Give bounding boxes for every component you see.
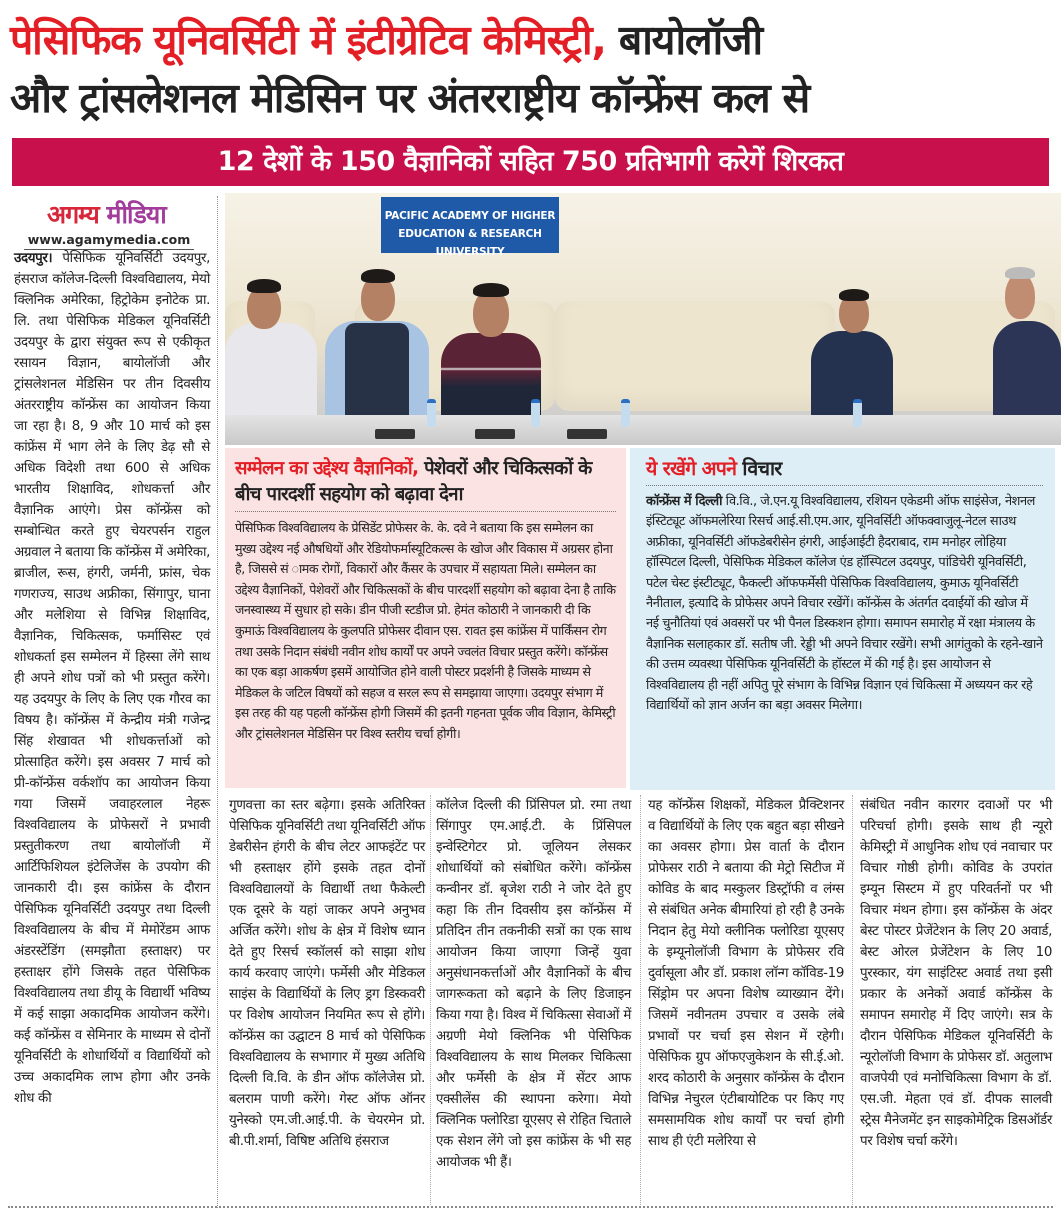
left-column-body: पेसिफिक यूनिवर्सिटी उदयपुर, हंसराज कॉलेज-दिल्ली विश्वविद्यालय, मेयो क्लिनिक अमेरिका, हिट्रोकेम इनोटेक प्रा. लि. तथा पेसिफिक मेडिकल यूनिवर्सिटी उदयपुर के द्वारा संयुक्त रूप से एकीकृत रसायन विज्ञान, बायोलॉजी और ट्रांसलेशनल मेडिसिन पर तीन दिवसीय अंतरराष्ट्रीय कॉन्फ्रेंस का आयोजन किया जा रहा है। 8, 9 और 10 मार्च को इस कांफ्रेंस में भाग लेने के लिए डेढ़ सौ से अधिक विदेशी तथा 600 से अधिक भारतीय शिक्षाविद, शोधकर्त्ता और वैज्ञानिक आएंगे। प्रेस कॉन्फ्रेंस को सम्बोन्धित करते हुए चेयरपर्सन राहुल अग्रवाल ने बताया कि कॉन्फ्रेंस में अमेरिका, ब्राजील, रूस, हंगरी, जर्मनी, फ्रांस, चेक गणराज्य, साउथ अफ्रीका, सिंगापुर, घाना और मलेशिया से विभिन्न शिक्षाविद, वैज्ञानिक, चिकित्सक, फर्मासिस्ट एवं शोधकर्ता इस सम्मेलन में हिस्सा लेंगे साथ ही अपने शोध पत्रों को भी प्रस्तुत करेंगे। यह उदयपुर के लिए के लिए एक गौरव का विषय है। कॉन्फ्रेंस में केन्द्रीय मंत्री गजेन्द्र सिंह शेखावत भी शोधकर्त्ताओं को प्रोत्साहित करेंगे। इस अवसर 7 मार्च को प्री-कॉन्फ्रेंस वर्कशॉप का आयोजन किया गया जिसमें जवाहरलाल नेहरू विश्वविद्यालय के प्रोफेसरों ने प्रभावी प्रस्तुतीकरण तथा बायोलॉजी में आर्टिफिशियल इंटेलिजेंस के उपयोग की जानकारी दी। इस कांफ्रेंस के दौरान पेसिफिक यूनिवर्सिटी उदयपुर तथा दिल्ली विश्वविद्यालय के बीच में मेमोरेंडम आफ अंडरस्टेंडिंग (समझौता हस्ताक्षर) पर हस्ताक्षर होंगे जिसके तहत पेसिफिक विश्वविद्यालय तथा डीयू के विद्यार्थी भविष्य में कई साझा अकादमिक आयोजन करेंगे। कई कॉन्फ्रेंस व सेमिनार के माध्यम से दोनों यूनिवर्सिटी के शोधार्थियों व विद्यार्थियों को उच्च अकादमिक लाभ होगा और उनके शोध की (14, 251, 211, 1106)
column-divider (640, 795, 641, 1205)
microphone (475, 429, 515, 439)
subheadline-banner: 12 देशों के 150 वैज्ञानिकों सहित 750 प्रतिभागी करेगें शिरकत (12, 138, 1049, 186)
water-bottle (621, 399, 630, 427)
objective-heading-dark: पेशेवरों और चिकित्सकों के बीच पारदर्शी सहयोग को बढ़ावा देना (235, 458, 592, 505)
press-conference-photo (225, 193, 1061, 445)
objective-box (225, 448, 626, 788)
speakers-box (630, 448, 1055, 790)
university-sign (381, 197, 559, 258)
sign-line-2: EDUCATION & RESEARCH UNIVERSITY (398, 228, 542, 258)
article-column-2: गुणवत्ता का स्तर बढ़ेगा। इसके अतिरिक्त पेसिफिक यूनिवर्सिटी तथा यूनिवर्सिटी ऑफ डेबरीसेन हंगरी के बीच लेटर आफइंटेंट पर भी हस्ताक्षर होंगे इसके तहत दोनों विश्वविद्यालयों के विद्यार्थी तथा फैकेल्टी एक दूसरे के यहां जाकर अपने अनुभव अर्जित करेंगे। शोध के क्षेत्र में विशेष ध्यान देते हुए रिसर्च स्कॉलर्स को साझा शोध कार्य करवाए जाएंगे। फर्मेसी और मेडिकल साइंस के विद्यार्थियों के लिए ड्रग डिस्कवरी पर विशेष आयोजन नियमित रूप से होंगे। कॉन्फ्रेंस का उद्घाटन 8 मार्च को पेसिफिक विश्वविद्यालय के सभागार में मुख्य अतिथि दिल्ली वि.वि. के डीन ऑफ कॉलेजेस प्रो. बलराम पाणी करेंगे। गेस्ट ऑफ ऑनर युनेस्को एम.जी.आई.पी. के चेयरमेन प्रो. बी.पी.शर्मा, विषिष्ट अतिथि हंसराज (229, 798, 425, 1149)
speakers-body: वि.वि., जे.एन.यू विश्वविद्यालय, रशियन एकेडमी ऑफ साइंसेज, नेशनल इंस्टिट्यूट ऑफमलेरिया रिसर्च आई.सी.एम.आर, यूनिवर्सिटी ऑफक्वाजुलू-नेटल साउथ अफ्रीका, यूनिवर्सिटी ऑफडेबरीसेन हंगरी, आईआईटी हैदराबाद, राम मनोहर लोहिया हॉस्पिटल दिल्ली, पेसिफिक मेडिकल कॉलेज एंड हॉस्पिटल उदयपुर, पांडिचेरी यूनिवर्सिटी, पटेल चेस्ट इंस्टीट्यूट, फैकल्टी ऑफफर्मेसी पेसिफिक विश्वविद्यालय, कुमाऊ यूनिवर्सिटी नैनीताल, इत्यादि के प्रोफेसर अपने विचार रखेंगें। कॉन्फ्रेंस के अंतर्गत दवाईयों की खोज में नई चुनौतियां एवं अवसरों पर भी पैनल डिस्कशन होगा। समापन समारोह में रक्षा मंत्रालय के वैज्ञानिक सलाहकार डॉ. सतीष जी. रेड्डी भी अपने विचार रखेंगे। सभी आगंतुको के रहने-खाने की उत्तम व्यवस्था पेसिफिक यूनिवर्सिटी के हॉस्टल में की गई है। इस आयोजन से विश्वविद्यालय ही नहीं अपितु पूरे संभाग के विभिन्न विज्ञान एवं चिकित्सा में अध्ययन कर रहे विद्यार्थियों को ज्ञान अर्जन का बड़ा अवसर मिलेगा। (646, 494, 1043, 714)
article-column-4: यह कॉन्फ्रेंस शिक्षकों, मेडिकल प्रैक्टिशनर व विद्यार्थियों के लिए एक बहुत बड़ा सीखने का अवसर होगा। प्रेस वार्ता के दौरान प्रोफेसर राठी ने बताया की मेट्रो सिटीज में कोविड के बाद मस्कुलर डिस्ट्रॉफी व लंग्स से संबंधित अनेक बीमारियां हो रही है उनके निदान हेतु मेयो क्लीनिक फ्लोरिडा यूएसए के इम्यूनोलॉजी विभाग के प्रोफेसर रवि दुर्वासूला और डॉ. प्रकाश लॉन्ग कॉविड-19 सिंड्रोम पर अपना विशेष व्याख्यान देंगे। जिसमें नवीनतम उपचार व उसके लंबे प्रभावों पर चर्चा इस सेशन में रहेगी।पेसिफिक ग्रुप ऑफएजुकेशन के सी.ई.ओ. शरद कोठारी के अनुसार कॉन्फ्रेंस के दौरान विभिन्न नेचुरल एंटीबायोटिक पर किए गए समसामयिक शोध कार्यों पर चर्चा होगी साथ ही एंटी मलेरिया से (648, 798, 844, 1149)
water-bottle (427, 399, 436, 427)
logo-part-2: मीडिया (98, 200, 166, 229)
left-column-text (14, 248, 210, 1109)
article-column-3: कॉलेज दिल्ली की प्रिंसिपल प्रो. रमा तथा सिंगापुर एम.आई.टी. के प्रिंसिपल इन्वेस्टिगेटर प्रो. जूलियन लेसकर शोधार्थियों को संबोधित करेंगे। कॉन्फ्रेंस कन्वीनर डॉ. बृजेश राठी ने जोर देते हुए कहा कि तीन दिवसीय इस कॉन्फ्रेंस में प्रतिदिन तीन तकनीकी सत्रों का एक साथ आयोजन किया जाएगा जिन्हें युवा अनुसंधानकर्त्ताओं और वैज्ञानिकों के बीच जागरूकता को बढ़ाने के लिए डिजाइन किया गया है। विश्व में चिकित्सा सेवाओं में अग्रणी मेयो क्लिनिक भी पेसिफिक विश्वविद्यालय के साथ मिलकर चिकित्सा और फर्मेसी के क्षेत्र में सेंटर आफ एक्सीलेंस की स्थापना करेगा। मेयो क्लिनिक फ्लोरिडा यूएसए से रोहित चिताले एक सेशन लेंगे जो इस कांफ्रेंस के भी सह आयोजक भी हैं। (436, 798, 631, 1170)
source-logo (47, 200, 166, 230)
objective-box-text: पेसिफिक विश्वविद्यालय के प्रेसिडेंट प्रोफेसर के. के. दवे ने बताया कि इस सम्मेलन का मुख्य उद्देश्य नई औषधियों और रेडियोफर्मास्यूटिकल्स के खोज और विकास में अग्रसर होना है, जिससे सं ामक रोगों, विकारों और कैंसर के उपचार में सहायता मिले। सम्मेलन का उद्देश्य वैज्ञानिकों, पेशेवरों और चिकित्सकों के बीच पारदर्शी सहयोग को बढ़ावा देना है ताकि जनस्वास्थ्य में सुधार हो सके। डीन पीजी स्टडीज प्रो. हेमंत कोठारी ने जानकारी दी कि कुमाऊं विश्वविद्यालय के कुलपति प्रोफेसर दीवान एस. रावत इस कांफ्रेंस में पार्किंसन रोग तथा उसके निदान संबंधी नवीन शोध कार्यों पर अपने ज्वलंत विचार प्रस्तुत करेंगे। कॉन्फ्रेंस का एक बड़ा आकर्षण इसमें आयोजित होने वाली पोस्टर प्रदर्शनी है जिसके माध्यम से मेडिकल के जटिल विषयों को सहज व सरल रूप से समझाया जाएगा। उदयपुर संभाग में इस तरह की यह पहली कॉन्फ्रेंस होगी जिसमें की इतनी गहनता पूर्वक जीव विज्ञान, केमिस्ट्री और ट्रांसलेशनल मेडिसिन पर विश्व स्तरीय चर्चा होगी। (235, 520, 616, 741)
microphone (375, 429, 415, 439)
microphone (567, 429, 607, 439)
dotted-rule (235, 511, 616, 512)
water-bottle (531, 399, 540, 427)
column-divider (430, 795, 431, 1205)
article-column-5: संबंधित नवीन कारगर दवाओं पर भी परिचर्चा होगी। इसके साथ ही न्यूरो केमिस्ट्री में आधुनिक शोध एवं नवाचार पर विचार गोष्ठी होगी। कोविड के उपरांत इम्यून सिस्टम में हुए परिवर्तनों पर भी विचार मंथन होगा। इस कॉन्फ्रेंस के अंदर बेस्ट पोस्टर प्रेजेंटेशन के लिए 20 अवार्ड, बेस्ट ओरल प्रेजेंटेशन के लिए 10 पुरस्कार, यंग साइंटिस्ट अवार्ड तथा इसी प्रकार के अनेकों अवार्ड कॉन्फ्रेंस के समापन समारोह में दिए जाएंगे। सत्र के दौरान पेसिफिक मेडिकल यूनिवर्सिटी के न्यूरोलॉजी विभाग के प्रोफेसर डॉ. अतुलाभ वाजपेयी एवं मनोचिकित्सा विभाग के डॉ. एस.जी. मेहता एवं डॉ. दीपक सालवी स्ट्रेस मैनेजमेंट इन साइकोमेट्रिक डिसऑर्डर पर विशेष चर्चा करेंगे। (860, 798, 1052, 1149)
column-divider (217, 196, 218, 1208)
headline-line-1 (10, 12, 1055, 68)
column-divider (852, 795, 853, 1205)
source-website: www.agamymedia.com (24, 232, 194, 250)
sofa (555, 301, 835, 411)
speakers-lead: कॉन्फ्रेंस में दिल्ली (646, 494, 722, 509)
water-bottle (853, 399, 862, 427)
headline-dark-part: बायोलॉजी (605, 16, 762, 64)
headline-line-2: और ट्रांसलेशनल मेडिसिन पर अंतरराष्ट्रीय कॉन्फ्रेंस कल से (10, 74, 810, 122)
dateline: उदयपुर। (14, 251, 53, 266)
speakers-box-heading (646, 456, 1043, 482)
sign-line-1: PACIFIC ACADEMY OF HIGHER (384, 210, 556, 222)
speakers-heading-red: ये रखेंगे अपने (646, 457, 737, 480)
dotted-rule (646, 485, 1043, 486)
speakers-box-text (646, 492, 1043, 716)
conference-table (225, 415, 1061, 445)
objective-box-heading (235, 456, 616, 508)
speakers-heading-dark: विचार (736, 457, 782, 480)
objective-heading-red: सम्मेलन का उद्देश्य वैज्ञानिकों, (235, 458, 419, 479)
logo-part-1: अगम्य (47, 200, 99, 229)
bottom-dotted-rule (8, 1206, 1053, 1208)
headline-red-part: पेसिफिक यूनिवर्सिटी में इंटीग्रेटिव केमिस्ट्री, (10, 16, 606, 64)
